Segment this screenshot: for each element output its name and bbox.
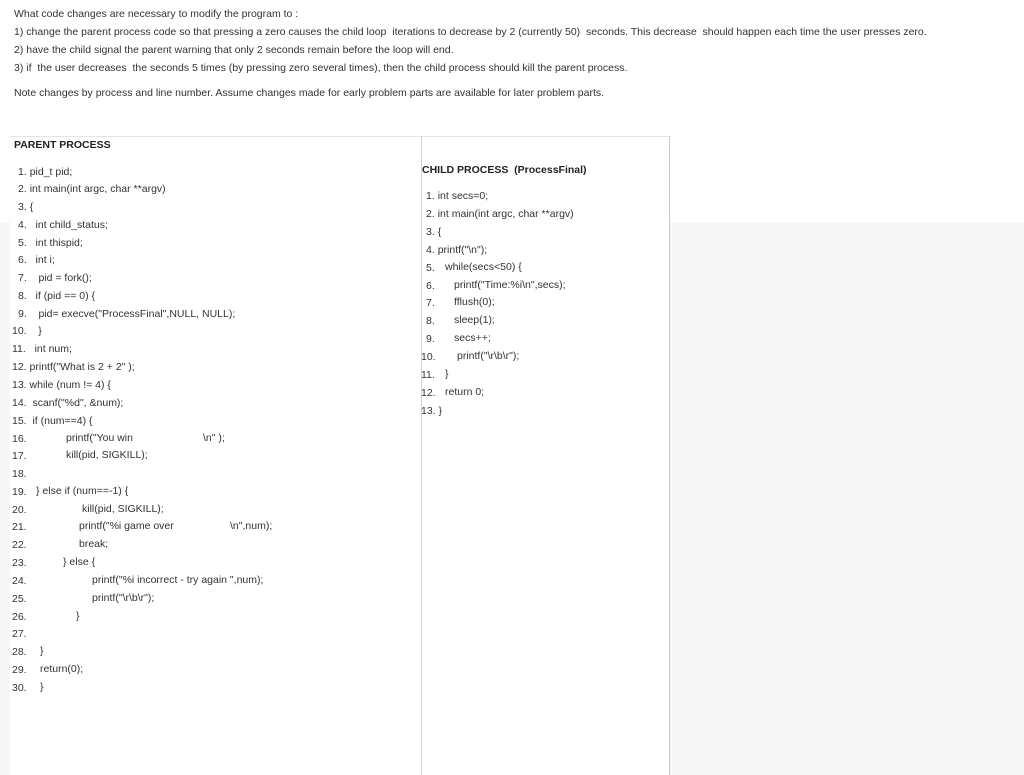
line-number: 19. [12,486,27,498]
line-number: 11. [421,369,435,381]
line-code: { [29,201,34,213]
line-number: 15. [12,415,27,427]
parent-code-line [12,592,27,606]
child-code-line [426,243,487,257]
parent-code-line [12,342,72,356]
line-code: return 0; [445,386,485,398]
line-code: printf("%i game over [79,520,174,532]
parent-code-line [12,378,111,392]
line-code: int secs=0; [437,190,489,202]
line-number: 12. [12,361,27,373]
line-number: 5. [18,237,27,249]
line-code: printf("\r\b\r"); [457,350,520,362]
parent-code-line [12,663,27,677]
line-code: pid= execve("ProcessFinal",NULL, NULL); [29,308,236,320]
line-code: kill(pid, SIGKILL); [66,449,148,461]
line-code: printf("What is 2 + 2" ); [29,361,135,373]
parent-code-line [18,200,33,214]
parent-code-line [12,449,27,463]
line-number: 18. [12,468,27,480]
child-code-line [421,368,435,382]
parent-code-line [12,360,135,374]
line-number: 8. [426,315,435,327]
question-intro: What code changes are necessary to modify the program to : [14,8,299,20]
line-number: 4. [426,244,435,256]
line-code: printf("Time:%i\n",secs); [454,279,566,291]
parent-code-line [18,289,95,303]
line-code: } else if (num==-1) { [36,485,129,497]
line-number: 14. [12,397,27,409]
parent-code-line [12,574,27,588]
line-code: return(0); [40,663,84,675]
line-code: int num; [28,343,72,355]
parent-code-line [12,556,27,570]
line-code: } [40,681,44,693]
line-number: 12. [421,387,436,399]
line-number: 28. [12,646,27,658]
child-code-line [421,386,436,400]
column-divider [421,136,422,775]
parent-code-line [18,182,166,196]
line-number: 6. [426,280,435,292]
line-number: 6. [18,254,27,266]
line-code: } [438,405,443,417]
parent-code-line [18,253,55,267]
question-part-2: 2) have the child signal the parent warning that only 2 seconds remain before the loop will end. [14,44,454,56]
line-code: fflush(0); [454,296,495,308]
line-code: printf("\n"); [437,244,488,256]
line-code: int main(int argc, char **argv) [437,208,574,220]
line-code: } [29,325,42,337]
table-right-border [669,136,670,775]
child-code-line [426,225,441,239]
line-number: 7. [426,297,435,309]
line-number: 24. [12,575,27,587]
parent-code-line [18,218,108,232]
child-code-line [426,279,435,293]
line-code: pid_t pid; [29,166,73,178]
line-code-tail: \n",num); [230,520,273,532]
line-number: 13. [421,405,436,417]
parent-code-line [12,520,27,534]
question-part-1: 1) change the parent process code so that pressing a zero causes the child loop iterations to decrease by 2 (currently 50) seconds. This decrease should happen each time the user presses zero. [14,26,927,38]
line-code: if (pid == 0) { [29,290,96,302]
line-number: 3. [18,201,27,213]
line-number: 23. [12,557,27,569]
line-number: 2. [426,208,435,220]
line-code: pid = fork(); [29,272,92,284]
line-number: 22. [12,539,27,551]
parent-code-line [12,324,42,338]
line-code: printf("%i incorrect - try again ",num); [92,574,264,586]
parent-code-line [12,610,27,624]
line-number: 27. [12,628,27,640]
child-code-line [426,189,488,203]
child-code-line [426,207,574,221]
parent-code-line [12,396,123,410]
parent-code-line [18,165,72,179]
child-code-line [421,350,436,364]
line-number: 26. [12,611,27,623]
line-number: 16. [12,433,27,445]
line-number: 9. [426,333,435,345]
line-number: 10. [12,325,27,337]
line-code: { [437,226,442,238]
line-code: } [445,368,449,380]
line-number: 1. [426,190,435,202]
parent-code-line [12,681,27,695]
question-part-3: 3) if the user decreases the seconds 5 times (by pressing zero several times), then the child process should kill the parent process. [14,62,628,74]
line-code: sleep(1); [454,314,495,326]
parent-code-line [18,307,235,321]
child-code-line [426,314,435,328]
line-code: while(secs<50) { [445,261,522,273]
line-code: break; [79,538,109,550]
child-code-line [426,261,435,275]
line-code: int main(int argc, char **argv) [29,183,166,195]
line-code: scanf("%d", &num); [29,397,124,409]
line-number: 30. [12,682,27,694]
parent-code-line [12,627,27,641]
child-code-line [426,332,435,346]
line-number: 3. [426,226,435,238]
line-code: printf("You win [66,432,133,444]
parent-code-line [12,432,27,446]
line-code: } [76,610,80,622]
parent-code-line [12,485,27,499]
line-code: } else { [63,556,96,568]
line-number: 4. [18,219,27,231]
line-code: int thispid; [29,237,83,249]
parent-code-line [12,538,27,552]
line-code: secs++; [454,332,491,344]
line-number: 7. [18,272,27,284]
line-code: int i; [29,254,55,266]
line-code: printf("\r\b\r"); [92,592,155,604]
line-code: kill(pid, SIGKILL); [82,503,164,515]
parent-code-line [12,467,27,481]
line-code-tail: \n" ); [203,432,225,444]
line-number: 5. [426,262,435,274]
line-number: 10. [421,351,436,363]
line-number: 29. [12,664,27,676]
line-code: if (num==4) { [29,415,93,427]
parent-code-line [12,645,27,659]
line-number: 17. [12,450,27,462]
parent-code-line [12,503,27,517]
line-number: 21. [12,521,27,533]
line-code: while (num != 4) { [29,379,111,391]
line-number: 20. [12,504,27,516]
line-number: 11. [12,343,26,355]
line-number: 9. [18,308,27,320]
line-code: } [40,645,44,657]
line-number: 1. [18,166,27,178]
question-note: Note changes by process and line number. Assume changes made for early problem parts are available for later problem parts. [14,87,605,99]
line-number: 13. [12,379,27,391]
child-code-line [421,404,442,418]
line-number: 25. [12,593,27,605]
line-code: int child_status; [29,219,108,231]
line-number: 8. [18,290,27,302]
parent-code-line [18,271,92,285]
child-code-line [426,296,435,310]
parent-code-line [18,236,83,250]
parent-code-line [12,414,93,428]
child-process-header: CHILD PROCESS (ProcessFinal) [422,164,587,176]
parent-process-header: PARENT PROCESS [14,139,111,151]
line-number: 2. [18,183,27,195]
table-top-border [10,136,670,137]
